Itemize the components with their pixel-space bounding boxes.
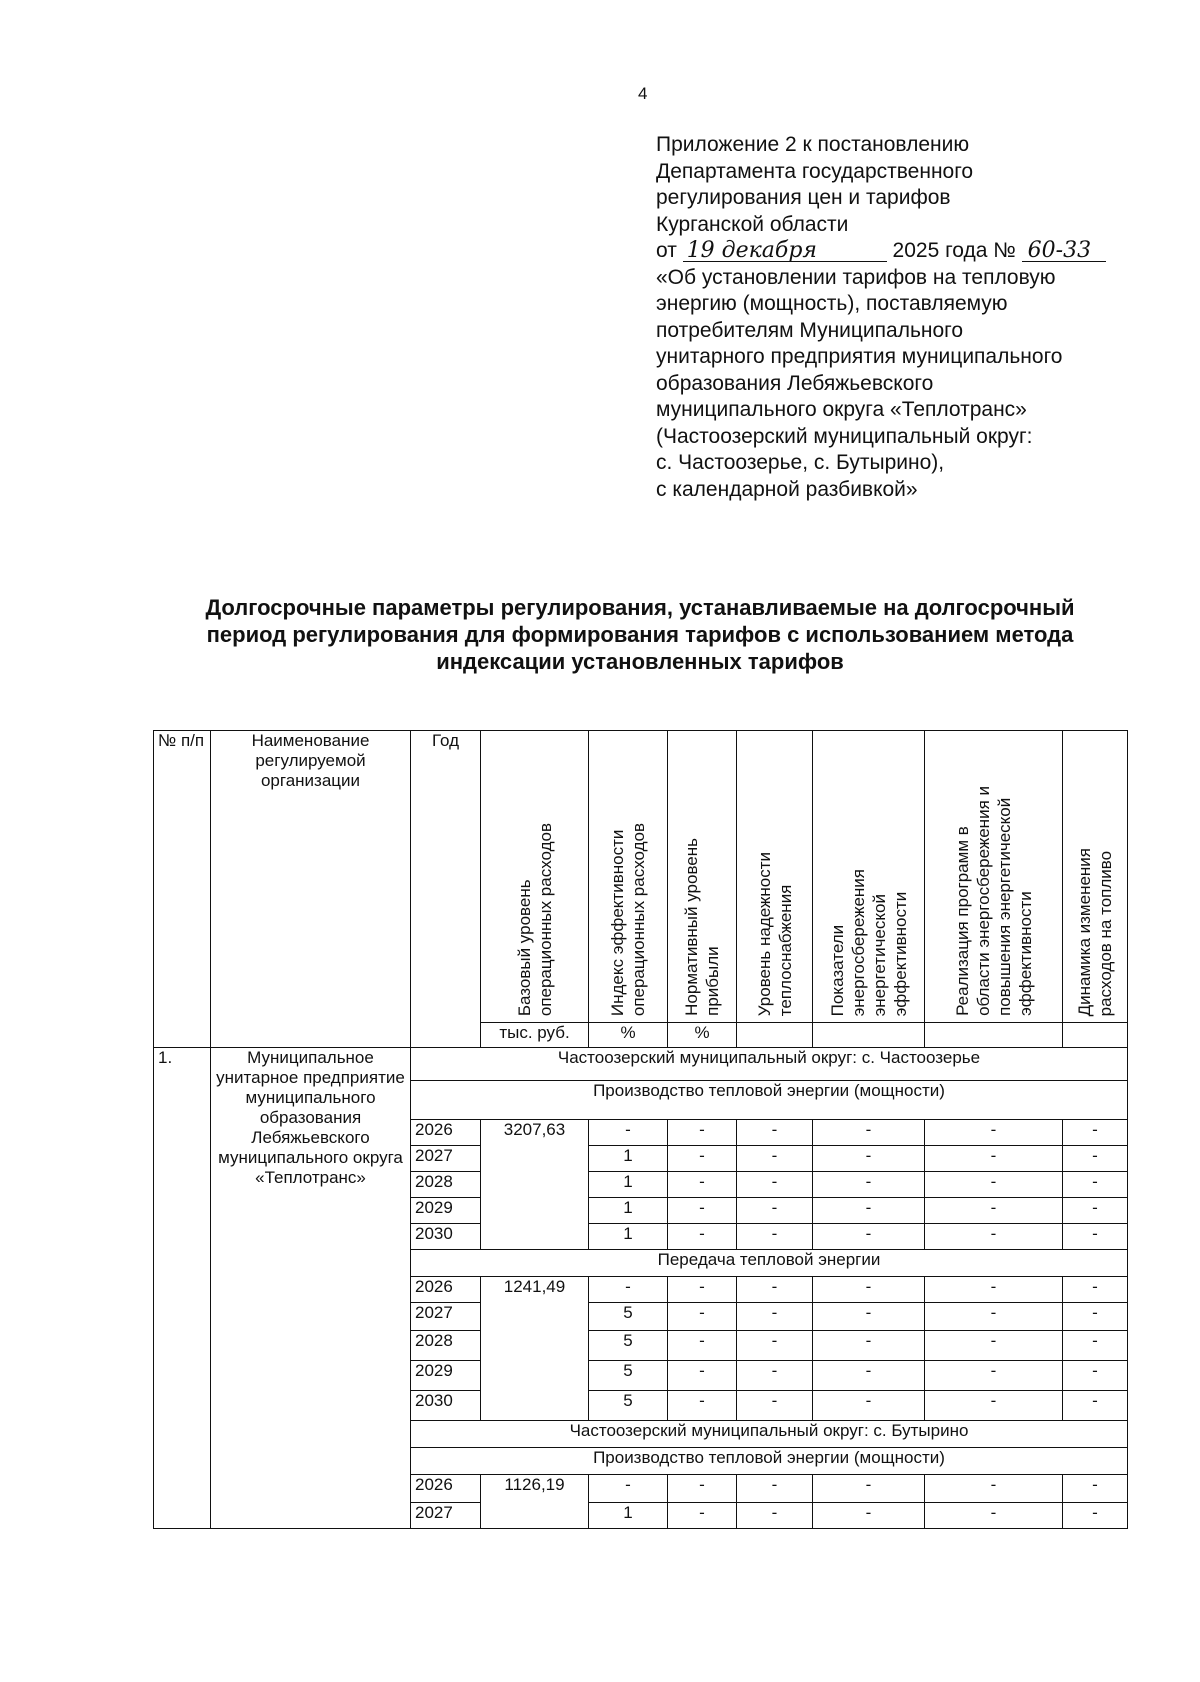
date-prefix: от xyxy=(656,239,677,262)
dash-cell: - xyxy=(813,1146,925,1172)
dash-cell: - xyxy=(668,1331,737,1361)
dash-cell: - xyxy=(1063,1198,1128,1224)
section-heading: Передача тепловой энергии xyxy=(411,1250,1128,1277)
dash-cell: - xyxy=(813,1391,925,1421)
dash-cell: - xyxy=(668,1146,737,1172)
header-profit-level: Нормативный уровень прибыли xyxy=(668,731,737,1023)
title-line: индексации установленных тарифов xyxy=(436,649,844,674)
dash-cell: - xyxy=(925,1172,1063,1198)
header-num: № п/п xyxy=(154,731,211,1048)
dash-cell: - xyxy=(1063,1146,1128,1172)
year-cell: 2027 xyxy=(411,1303,481,1331)
appendix-block xyxy=(656,132,1176,503)
dash-cell: - xyxy=(737,1198,813,1224)
location-heading: Частоозерский муниципальный округ: с. Частоозерье xyxy=(411,1048,1128,1081)
year-cell: 2028 xyxy=(411,1172,481,1198)
dash-cell: - xyxy=(737,1475,813,1503)
index-cell: 5 xyxy=(589,1331,668,1361)
index-cell: 5 xyxy=(589,1391,668,1421)
dash-cell: - xyxy=(1063,1303,1128,1331)
dash-cell: - xyxy=(737,1146,813,1172)
dash-cell: - xyxy=(925,1277,1063,1303)
dash-cell: - xyxy=(1063,1172,1128,1198)
date-year-text: 2025 года № xyxy=(892,239,1016,262)
year-cell: 2027 xyxy=(411,1503,481,1529)
index-cell: - xyxy=(589,1120,668,1146)
dash-cell: - xyxy=(737,1391,813,1421)
index-cell: - xyxy=(589,1475,668,1503)
appendix-line: Приложение 2 к постановлению xyxy=(656,133,970,156)
dash-cell: - xyxy=(668,1361,737,1391)
year-cell: 2029 xyxy=(411,1361,481,1391)
section-heading: Производство тепловой энергии (мощности) xyxy=(411,1081,1128,1120)
dash-cell: - xyxy=(925,1120,1063,1146)
dash-cell: - xyxy=(668,1391,737,1421)
appendix-line: регулирования цен и тарифов xyxy=(656,186,951,209)
year-cell: 2028 xyxy=(411,1331,481,1361)
dash-cell: - xyxy=(813,1361,925,1391)
dash-cell: - xyxy=(925,1475,1063,1503)
appendix-line: Департамента государственного xyxy=(656,159,974,183)
dash-cell: - xyxy=(813,1120,925,1146)
index-cell: 1 xyxy=(589,1503,668,1529)
table-row xyxy=(154,1048,1128,1081)
dash-cell: - xyxy=(813,1475,925,1503)
index-cell: 1 xyxy=(589,1224,668,1250)
header-year: Год xyxy=(411,731,481,1048)
unit-profit: % xyxy=(668,1023,737,1048)
dash-cell: - xyxy=(925,1331,1063,1361)
appendix-subject-line: с. Частоозерье, с. Бутырино), xyxy=(656,451,945,474)
index-cell: 5 xyxy=(589,1361,668,1391)
appendix-subject-line: унитарного предприятия муниципального xyxy=(656,345,1063,368)
header-energy-saving: Показатели энергосбережения энергетической эффективности xyxy=(813,731,925,1023)
dash-cell: - xyxy=(925,1198,1063,1224)
dash-cell: - xyxy=(737,1172,813,1198)
dash-cell: - xyxy=(813,1224,925,1250)
year-cell: 2029 xyxy=(411,1198,481,1224)
dash-cell: - xyxy=(668,1120,737,1146)
dash-cell: - xyxy=(813,1172,925,1198)
header-fuel-dynamics: Динамика изменения расходов на топливо xyxy=(1063,731,1128,1023)
index-cell: - xyxy=(589,1277,668,1303)
base-cost-value: 1126,19 xyxy=(481,1475,589,1529)
index-cell: 1 xyxy=(589,1172,668,1198)
row-number: 1. xyxy=(154,1048,211,1529)
unit-empty xyxy=(813,1023,925,1048)
appendix-subject-line: муниципального округа «Теплотранс» xyxy=(656,398,1027,421)
year-cell: 2027 xyxy=(411,1146,481,1172)
dash-cell: - xyxy=(925,1303,1063,1331)
header-row xyxy=(154,731,1128,1023)
appendix-subject-line: (Частоозерский муниципальный округ: xyxy=(656,424,1033,448)
dash-cell: - xyxy=(668,1475,737,1503)
dash-cell: - xyxy=(925,1391,1063,1421)
dash-cell: - xyxy=(668,1224,737,1250)
dash-cell: - xyxy=(1063,1503,1128,1529)
appendix-subject-line: энергию (мощность), поставляемую xyxy=(656,292,1008,315)
dash-cell: - xyxy=(1063,1120,1128,1146)
header-efficiency-index: Индекс эффективности операционных расходов xyxy=(589,731,668,1023)
page-number: 4 xyxy=(638,84,648,103)
dash-cell: - xyxy=(737,1224,813,1250)
header-reliability: Уровень надежности теплоснабжения xyxy=(737,731,813,1023)
dash-cell: - xyxy=(668,1303,737,1331)
dash-cell: - xyxy=(668,1503,737,1529)
dash-cell: - xyxy=(668,1172,737,1198)
dash-cell: - xyxy=(1063,1391,1128,1421)
handwritten-number: 60-33 xyxy=(1022,241,1106,262)
year-cell: 2026 xyxy=(411,1277,481,1303)
dash-cell: - xyxy=(1063,1331,1128,1361)
dash-cell: - xyxy=(668,1198,737,1224)
dash-cell: - xyxy=(737,1331,813,1361)
dash-cell: - xyxy=(737,1361,813,1391)
title-line: период регулирования для формирования тарифов с использованием метода xyxy=(206,622,1074,647)
appendix-subject-line: «Об установлении тарифов на тепловую xyxy=(656,265,1056,289)
dash-cell: - xyxy=(925,1503,1063,1529)
dash-cell: - xyxy=(925,1146,1063,1172)
dash-cell: - xyxy=(1063,1277,1128,1303)
index-cell: 1 xyxy=(589,1146,668,1172)
dash-cell: - xyxy=(813,1198,925,1224)
section-heading: Производство тепловой энергии (мощности) xyxy=(411,1448,1128,1475)
dash-cell: - xyxy=(925,1361,1063,1391)
dash-cell: - xyxy=(813,1331,925,1361)
dash-cell: - xyxy=(737,1120,813,1146)
index-cell: 1 xyxy=(589,1198,668,1224)
unit-base-cost: тыс. руб. xyxy=(481,1023,589,1048)
appendix-subject-line: потребителям Муниципального xyxy=(656,318,964,342)
base-cost-value: 1241,49 xyxy=(481,1277,589,1421)
dash-cell: - xyxy=(737,1277,813,1303)
dash-cell: - xyxy=(1063,1224,1128,1250)
appendix-subject-line: образования Лебяжьевского xyxy=(656,371,934,395)
dash-cell: - xyxy=(1063,1475,1128,1503)
year-cell: 2026 xyxy=(411,1475,481,1503)
dash-cell: - xyxy=(1063,1361,1128,1391)
appendix-date-line xyxy=(656,238,1176,265)
year-cell: 2030 xyxy=(411,1391,481,1421)
dash-cell: - xyxy=(813,1303,925,1331)
header-programs: Реализация программ в области энергосбережения и повышения энергетической эффективности xyxy=(925,731,1063,1023)
dash-cell: - xyxy=(813,1503,925,1529)
appendix-line: Курганской области xyxy=(656,212,849,236)
unit-efficiency-index: % xyxy=(589,1023,668,1048)
header-org: Наименование регулируемой организации xyxy=(211,731,411,1048)
title-line: Долгосрочные параметры регулирования, устанавливаемые на долгосрочный xyxy=(205,595,1075,620)
index-cell: 5 xyxy=(589,1303,668,1331)
unit-empty xyxy=(1063,1023,1128,1048)
dash-cell: - xyxy=(737,1303,813,1331)
handwritten-date: 19 декабря xyxy=(683,241,887,262)
parameters-table xyxy=(153,730,1128,1529)
dash-cell: - xyxy=(737,1503,813,1529)
header-base-cost: Базовый уровень операционных расходов xyxy=(481,731,589,1023)
dash-cell: - xyxy=(925,1224,1063,1250)
dash-cell: - xyxy=(668,1277,737,1303)
appendix-subject-line: с календарной разбивкой» xyxy=(656,477,918,501)
base-cost-value: 3207,63 xyxy=(481,1120,589,1250)
organization-name: Муниципальное унитарное предприятие муниципального образования Лебяжьевского муниципального округа «Теплотранс» xyxy=(211,1048,411,1529)
dash-cell: - xyxy=(813,1277,925,1303)
year-cell: 2030 xyxy=(411,1224,481,1250)
document-title xyxy=(150,594,1130,675)
year-cell: 2026 xyxy=(411,1120,481,1146)
location-heading: Частоозерский муниципальный округ: с. Бутырино xyxy=(411,1421,1128,1448)
unit-empty xyxy=(737,1023,813,1048)
unit-empty xyxy=(925,1023,1063,1048)
